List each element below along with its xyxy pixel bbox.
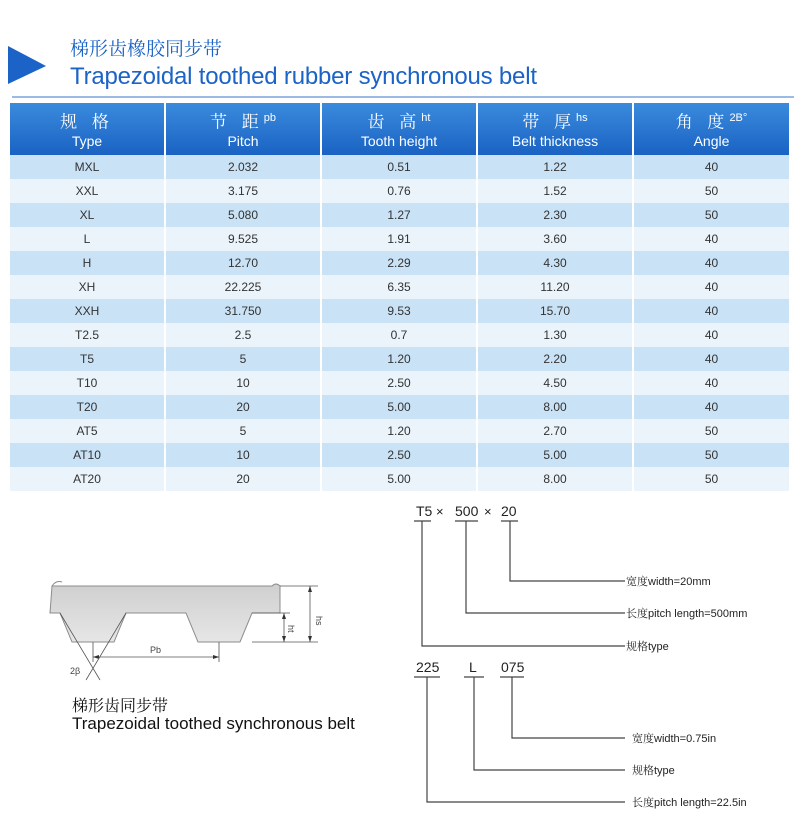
ht-label: ht	[286, 625, 296, 633]
table-cell: 50	[633, 467, 789, 491]
metric-code-width: 20	[501, 503, 517, 519]
table-cell: T10	[10, 371, 165, 395]
column-header-en: Belt thickness	[511, 133, 599, 150]
table-cell: 50	[633, 443, 789, 467]
table-cell: 50	[633, 419, 789, 443]
table-cell: 2.032	[165, 155, 321, 179]
table-cell: L	[10, 227, 165, 251]
column-header-symbol: pb	[263, 111, 276, 124]
column-header-en: Type	[71, 133, 103, 150]
imperial-code-width: 075	[501, 659, 525, 675]
table-cell: 4.30	[477, 251, 633, 275]
table-cell: T2.5	[10, 323, 165, 347]
table-cell: 1.22	[477, 155, 633, 179]
table-cell: 5.080	[165, 203, 321, 227]
table-cell: 10	[165, 443, 321, 467]
table-cell: 20	[165, 395, 321, 419]
table-cell: 6.35	[321, 275, 477, 299]
imperial-code-type: L	[469, 659, 477, 675]
table-cell: 31.750	[165, 299, 321, 323]
table-cell: 50	[633, 203, 789, 227]
angle-label: 2β	[70, 666, 81, 676]
imperial-code-length: 225	[416, 659, 440, 675]
table-cell: 5.00	[477, 443, 633, 467]
table-cell: 2.50	[321, 371, 477, 395]
table-cell: 0.7	[321, 323, 477, 347]
table-cell: XXL	[10, 179, 165, 203]
metric-width-label: 宽度width=20mm	[626, 576, 711, 588]
table-cell: 1.52	[477, 179, 633, 203]
table-cell: AT10	[10, 443, 165, 467]
table-cell: 2.20	[477, 347, 633, 371]
column-header-symbol: 2B°	[729, 111, 748, 124]
column-header-en: Pitch	[227, 133, 259, 150]
table-cell: T20	[10, 395, 165, 419]
table-cell: 1.91	[321, 227, 477, 251]
table-cell: 0.51	[321, 155, 477, 179]
table-cell: XL	[10, 203, 165, 227]
table-cell: 40	[633, 251, 789, 275]
table-cell: 40	[633, 395, 789, 419]
table-cell: 9.525	[165, 227, 321, 251]
table-cell: 2.70	[477, 419, 633, 443]
table-cell: 40	[633, 347, 789, 371]
table-cell: 40	[633, 275, 789, 299]
table-cell: XXH	[10, 299, 165, 323]
table-cell: 2.5	[165, 323, 321, 347]
column-header-symbol: ht	[421, 111, 431, 124]
column-header-cn: 带 厚	[522, 112, 577, 132]
table-cell: 5	[165, 347, 321, 371]
imperial-length-label: 长度pitch length=22.5in	[632, 797, 747, 809]
table-cell: MXL	[10, 155, 165, 179]
table-cell: 40	[633, 227, 789, 251]
metric-code-type: T5	[416, 503, 433, 519]
table-cell: 8.00	[477, 395, 633, 419]
imperial-width-label: 宽度width=0.75in	[632, 733, 717, 745]
table-cell: 3.175	[165, 179, 321, 203]
figure-caption-en: Trapezoidal toothed synchronous belt	[72, 714, 355, 733]
metric-type-label: 规格type	[626, 641, 669, 653]
column-header-cn: 规 格	[60, 112, 114, 132]
table-cell: 1.20	[321, 419, 477, 443]
table-cell: 15.70	[477, 299, 633, 323]
table-cell: T5	[10, 347, 165, 371]
table-cell: 5.00	[321, 467, 477, 491]
table-cell: 22.225	[165, 275, 321, 299]
table-cell: XH	[10, 275, 165, 299]
table-cell: 5	[165, 419, 321, 443]
table-cell: 1.27	[321, 203, 477, 227]
column-header-cn: 节 距	[210, 112, 264, 132]
figure-caption-cn: 梯形齿同步带	[72, 698, 169, 715]
column-header-symbol: hs	[576, 111, 588, 124]
table-cell: 11.20	[477, 275, 633, 299]
column-header-en: Angle	[693, 133, 730, 150]
table-cell: 20	[165, 467, 321, 491]
table-cell: 1.30	[477, 323, 633, 347]
metric-length-label: 长度pitch length=500mm	[626, 608, 748, 620]
column-header-cn: 齿 高	[367, 112, 422, 132]
table-cell: 8.00	[477, 467, 633, 491]
table-cell: 50	[633, 179, 789, 203]
table-cell: 4.50	[477, 371, 633, 395]
metric-separator: ×	[436, 504, 444, 519]
table-cell: 40	[633, 323, 789, 347]
table-cell: AT20	[10, 467, 165, 491]
table-cell: H	[10, 251, 165, 275]
table-cell: 1.20	[321, 347, 477, 371]
table-cell: 0.76	[321, 179, 477, 203]
table-cell: 40	[633, 299, 789, 323]
pb-label: Pb	[150, 645, 162, 655]
imperial-type-label: 规格type	[632, 765, 675, 777]
table-cell: 40	[633, 371, 789, 395]
column-header-cn: 角 度	[675, 112, 730, 132]
table-cell: 40	[633, 155, 789, 179]
metric-code-length: 500	[455, 503, 479, 519]
table-cell: 5.00	[321, 395, 477, 419]
column-header-en: Tooth height	[360, 133, 438, 150]
table-cell: 3.60	[477, 227, 633, 251]
hs-label: hs	[314, 616, 324, 626]
table-cell: 2.30	[477, 203, 633, 227]
table-cell: 2.29	[321, 251, 477, 275]
page-title-en: Trapezoidal toothed rubber synchronous belt	[70, 63, 537, 90]
table-cell: 10	[165, 371, 321, 395]
metric-separator: ×	[484, 504, 492, 519]
table-cell: 12.70	[165, 251, 321, 275]
page-title-cn: 梯形齿橡胶同步带	[70, 39, 223, 60]
table-cell: 9.53	[321, 299, 477, 323]
table-cell: 2.50	[321, 443, 477, 467]
table-cell: AT5	[10, 419, 165, 443]
